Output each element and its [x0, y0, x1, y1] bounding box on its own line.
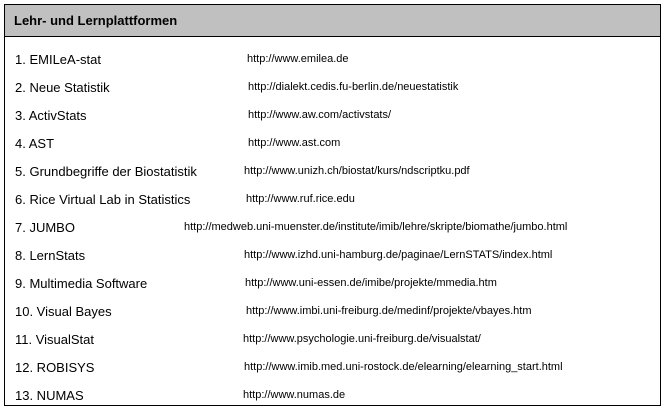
table-row	[5, 74, 660, 102]
table-row	[5, 46, 660, 74]
platform-url[interactable]: http://dialekt.cedis.fu-berlin.de/neuestatistik	[248, 81, 459, 93]
table-row	[5, 242, 660, 270]
platform-name: 3. ActivStats	[15, 108, 87, 123]
platform-url[interactable]: http://medweb.uni-muenster.de/institute/imib/lehre/skripte/biomathe/jumbo.html	[184, 221, 568, 233]
platform-table	[4, 4, 661, 406]
table-row	[5, 382, 660, 410]
table-row	[5, 326, 660, 354]
table-title: Lehr- und Lernplattformen	[14, 13, 178, 28]
platform-url[interactable]: http://www.imib.med.uni-rostock.de/elearning/elearning_start.html	[244, 361, 563, 373]
platform-name: 7. JUMBO	[15, 220, 75, 235]
table-row	[5, 130, 660, 158]
platform-name: 13. NUMAS	[15, 388, 84, 403]
platform-url[interactable]: http://www.izhd.uni-hamburg.de/paginae/LernSTATS/index.html	[244, 249, 553, 261]
platform-url[interactable]: http://www.unizh.ch/biostat/kurs/ndscriptku.pdf	[244, 165, 470, 177]
platform-url[interactable]: http://www.numas.de	[243, 389, 346, 401]
table-row	[5, 102, 660, 130]
platform-name: 6. Rice Virtual Lab in Statistics	[15, 192, 191, 207]
platform-name: 4. AST	[15, 136, 55, 151]
table-row	[5, 298, 660, 326]
platform-url[interactable]: http://www.emilea.de	[247, 53, 349, 65]
table-row	[5, 158, 660, 186]
platform-url[interactable]: http://www.aw.com/activstats/	[248, 109, 392, 121]
platform-name: 11. VisualStat	[15, 332, 95, 347]
platform-name: 10. Visual Bayes	[15, 304, 112, 319]
platform-url[interactable]: http://www.psychologie.uni-freiburg.de/visualstat/	[243, 333, 481, 345]
platform-name: 1. EMILeA-stat	[15, 52, 101, 67]
platform-name: 5. Grundbegriffe der Biostatistik	[15, 164, 197, 179]
table-row	[5, 354, 660, 382]
platform-name: 8. LernStats	[15, 248, 86, 263]
platform-name: 12. ROBISYS	[15, 360, 95, 375]
table-row	[5, 214, 660, 242]
platform-name: 2. Neue Statistik	[15, 80, 110, 95]
platform-name: 9. Multimedia Software	[15, 276, 148, 291]
table-row	[5, 186, 660, 214]
table-header	[5, 5, 660, 37]
platform-url[interactable]: http://www.ruf.rice.edu	[246, 193, 355, 205]
platform-url[interactable]: http://www.uni-essen.de/imibe/projekte/mmedia.htm	[245, 277, 497, 289]
platform-url[interactable]: http://www.ast.com	[248, 137, 341, 149]
platform-url[interactable]: http://www.imbi.uni-freiburg.de/medinf/projekte/vbayes.htm	[246, 305, 532, 317]
table-row	[5, 270, 660, 298]
